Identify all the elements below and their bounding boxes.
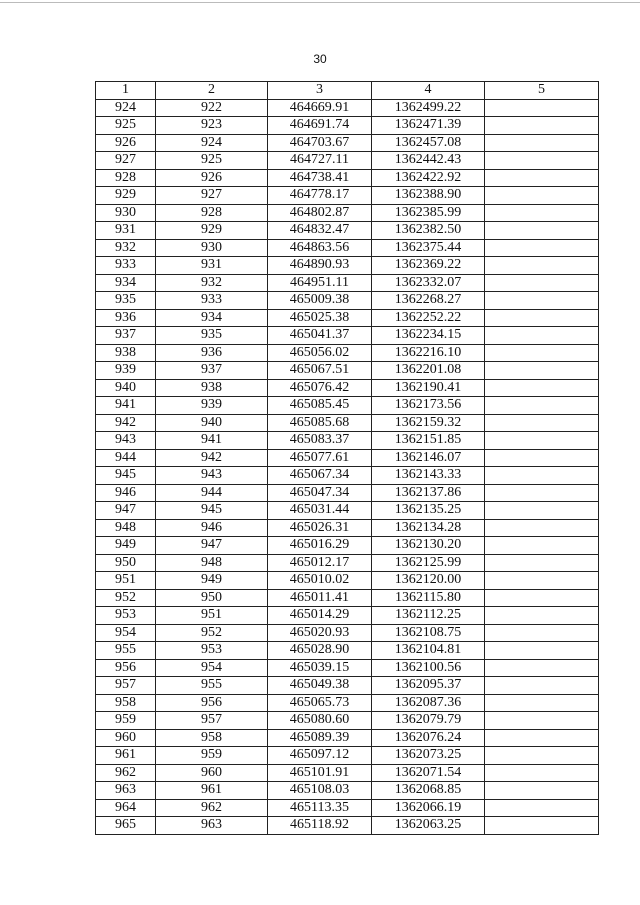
table-cell-col-3: 465108.03: [268, 782, 372, 800]
table-cell-col-2: 943: [156, 467, 268, 485]
table-cell-col-1: 954: [96, 624, 156, 642]
table-cell-col-5: [485, 204, 599, 222]
table-cell-col-5: [485, 309, 599, 327]
table-row: [96, 589, 599, 607]
table-cell-col-1: 937: [96, 327, 156, 345]
table-cell-col-3: 465011.41: [268, 589, 372, 607]
table-cell-col-5: [485, 572, 599, 590]
table-cell-col-1: 929: [96, 187, 156, 205]
table-cell-col-5: [485, 642, 599, 660]
table-cell-col-4: 1362108.75: [372, 624, 485, 642]
table-cell-col-4: 1362115.80: [372, 589, 485, 607]
table-row: [96, 152, 599, 170]
table-cell-col-4: 1362375.44: [372, 239, 485, 257]
table-cell-col-5: [485, 187, 599, 205]
table-cell-col-3: 464778.17: [268, 187, 372, 205]
table-cell-col-1: 948: [96, 519, 156, 537]
table-cell-col-2: 949: [156, 572, 268, 590]
table-cell-col-2: 954: [156, 659, 268, 677]
table-row: [96, 624, 599, 642]
table-row: [96, 519, 599, 537]
table-cell-col-3: 465031.44: [268, 502, 372, 520]
table-cell-col-1: 933: [96, 257, 156, 275]
table-cell-col-4: 1362382.50: [372, 222, 485, 240]
table-cell-col-3: 464691.74: [268, 117, 372, 135]
table-cell-col-5: [485, 799, 599, 817]
table-cell-col-5: [485, 134, 599, 152]
table-row: [96, 257, 599, 275]
table-cell-col-1: 959: [96, 712, 156, 730]
table-cell-col-1: 965: [96, 817, 156, 835]
table-cell-col-4: 1362173.56: [372, 397, 485, 415]
table-cell-col-2: 926: [156, 169, 268, 187]
table-cell-col-4: 1362063.25: [372, 817, 485, 835]
table-cell-col-4: 1362095.37: [372, 677, 485, 695]
table-cell-col-3: 464863.56: [268, 239, 372, 257]
table-cell-col-4: 1362252.22: [372, 309, 485, 327]
table-cell-col-3: 465089.39: [268, 729, 372, 747]
table-cell-col-5: [485, 327, 599, 345]
table-cell-col-3: 465080.60: [268, 712, 372, 730]
table-cell-col-2: 936: [156, 344, 268, 362]
table-row: [96, 467, 599, 485]
table-cell-col-5: [485, 729, 599, 747]
table-row: [96, 554, 599, 572]
table-cell-col-5: [485, 222, 599, 240]
table-cell-col-4: 1362388.90: [372, 187, 485, 205]
table-cell-col-1: 953: [96, 607, 156, 625]
table-cell-col-5: [485, 782, 599, 800]
table-row: [96, 659, 599, 677]
table-cell-col-3: 464738.41: [268, 169, 372, 187]
table-cell-col-3: 465010.02: [268, 572, 372, 590]
table-cell-col-5: [485, 537, 599, 555]
table-row: [96, 572, 599, 590]
table-cell-col-1: 934: [96, 274, 156, 292]
table-row: [96, 502, 599, 520]
table-cell-col-3: 464802.87: [268, 204, 372, 222]
table-cell-col-2: 957: [156, 712, 268, 730]
table-cell-col-1: 960: [96, 729, 156, 747]
table-row: [96, 292, 599, 310]
table-cell-col-1: 961: [96, 747, 156, 765]
table-cell-col-3: 465101.91: [268, 764, 372, 782]
table-cell-col-2: 953: [156, 642, 268, 660]
table-cell-col-2: 960: [156, 764, 268, 782]
table-row: [96, 607, 599, 625]
table-cell-col-3: 465016.29: [268, 537, 372, 555]
table-cell-col-1: 943: [96, 432, 156, 450]
table-row: [96, 397, 599, 415]
table-cell-col-1: 951: [96, 572, 156, 590]
table-cell-col-4: 1362159.32: [372, 414, 485, 432]
table-cell-col-5: [485, 432, 599, 450]
table-cell-col-3: 465028.90: [268, 642, 372, 660]
table-cell-col-5: [485, 152, 599, 170]
table-cell-col-4: 1362471.39: [372, 117, 485, 135]
header-row: [96, 82, 599, 100]
table-cell-col-2: 958: [156, 729, 268, 747]
table-cell-col-5: [485, 677, 599, 695]
table-cell-col-4: 1362135.25: [372, 502, 485, 520]
table-row: [96, 414, 599, 432]
table-cell-col-5: [485, 397, 599, 415]
column-header-5: 5: [485, 82, 599, 100]
table-cell-col-3: 465056.02: [268, 344, 372, 362]
table-cell-col-5: [485, 414, 599, 432]
table-cell-col-4: 1362442.43: [372, 152, 485, 170]
table-cell-col-1: 926: [96, 134, 156, 152]
table-cell-col-2: 951: [156, 607, 268, 625]
table-row: [96, 117, 599, 135]
table-cell-col-5: [485, 344, 599, 362]
table-cell-col-2: 962: [156, 799, 268, 817]
table-cell-col-5: [485, 484, 599, 502]
table-cell-col-4: 1362104.81: [372, 642, 485, 660]
table-cell-col-3: 464727.11: [268, 152, 372, 170]
table-cell-col-2: 929: [156, 222, 268, 240]
table-row: [96, 449, 599, 467]
table-cell-col-1: 946: [96, 484, 156, 502]
table-cell-col-4: 1362100.56: [372, 659, 485, 677]
table-row: [96, 222, 599, 240]
table-row: [96, 782, 599, 800]
table-cell-col-1: 947: [96, 502, 156, 520]
table-cell-col-3: 464703.67: [268, 134, 372, 152]
table-cell-col-2: 937: [156, 362, 268, 380]
table-cell-col-1: 942: [96, 414, 156, 432]
table-cell-col-1: 945: [96, 467, 156, 485]
table-cell-col-2: 931: [156, 257, 268, 275]
table-cell-col-1: 952: [96, 589, 156, 607]
table-cell-col-2: 928: [156, 204, 268, 222]
table-cell-col-5: [485, 694, 599, 712]
table-cell-col-1: 930: [96, 204, 156, 222]
column-header-4: 4: [372, 82, 485, 100]
table-cell-col-3: 465076.42: [268, 379, 372, 397]
table-cell-col-2: 924: [156, 134, 268, 152]
table-row: [96, 187, 599, 205]
table-cell-col-3: 464669.91: [268, 99, 372, 117]
table-cell-col-2: 950: [156, 589, 268, 607]
table-cell-col-4: 1362066.19: [372, 799, 485, 817]
table-cell-col-4: 1362143.33: [372, 467, 485, 485]
table-cell-col-5: [485, 607, 599, 625]
table-cell-col-4: 1362120.00: [372, 572, 485, 590]
table-cell-col-3: 465039.15: [268, 659, 372, 677]
table-cell-col-2: 938: [156, 379, 268, 397]
table-row: [96, 274, 599, 292]
table-cell-col-1: 962: [96, 764, 156, 782]
table-row: [96, 799, 599, 817]
table-cell-col-2: 942: [156, 449, 268, 467]
table-cell-col-2: 930: [156, 239, 268, 257]
table-row: [96, 712, 599, 730]
table-row: [96, 642, 599, 660]
table-cell-col-5: [485, 239, 599, 257]
column-header-2: 2: [156, 82, 268, 100]
table-cell-col-5: [485, 467, 599, 485]
table-row: [96, 764, 599, 782]
table-cell-col-2: 948: [156, 554, 268, 572]
table-cell-col-1: 939: [96, 362, 156, 380]
table-cell-col-2: 955: [156, 677, 268, 695]
table-cell-col-2: 944: [156, 484, 268, 502]
table-cell-col-5: [485, 502, 599, 520]
table-cell-col-2: 961: [156, 782, 268, 800]
table-cell-col-2: 941: [156, 432, 268, 450]
table-cell-col-3: 464832.47: [268, 222, 372, 240]
table-cell-col-4: 1362073.25: [372, 747, 485, 765]
table-row: [96, 677, 599, 695]
table-cell-col-3: 465083.37: [268, 432, 372, 450]
table-cell-col-4: 1362234.15: [372, 327, 485, 345]
table-cell-col-1: 949: [96, 537, 156, 555]
table-cell-col-1: 944: [96, 449, 156, 467]
table-cell-col-4: 1362216.10: [372, 344, 485, 362]
table-cell-col-5: [485, 274, 599, 292]
table-cell-col-4: 1362079.79: [372, 712, 485, 730]
table-row: [96, 309, 599, 327]
table-cell-col-5: [485, 554, 599, 572]
table-cell-col-5: [485, 519, 599, 537]
table-cell-col-2: 935: [156, 327, 268, 345]
table-cell-col-4: 1362151.85: [372, 432, 485, 450]
table-cell-col-3: 465026.31: [268, 519, 372, 537]
table-cell-col-4: 1362076.24: [372, 729, 485, 747]
table-cell-col-3: 465049.38: [268, 677, 372, 695]
column-header-3: 3: [268, 82, 372, 100]
table-cell-col-3: 465118.92: [268, 817, 372, 835]
table-cell-col-2: 946: [156, 519, 268, 537]
table-cell-col-5: [485, 99, 599, 117]
table-cell-col-1: 925: [96, 117, 156, 135]
table-cell-col-3: 465014.29: [268, 607, 372, 625]
table-cell-col-3: 465067.51: [268, 362, 372, 380]
table-cell-col-2: 934: [156, 309, 268, 327]
table-cell-col-2: 932: [156, 274, 268, 292]
table-cell-col-1: 936: [96, 309, 156, 327]
table-cell-col-3: 465009.38: [268, 292, 372, 310]
table-cell-col-5: [485, 117, 599, 135]
table-cell-col-1: 950: [96, 554, 156, 572]
table-row: [96, 134, 599, 152]
table-row: [96, 204, 599, 222]
table-cell-col-5: [485, 257, 599, 275]
table-cell-col-3: 465065.73: [268, 694, 372, 712]
table-cell-col-5: [485, 379, 599, 397]
table-row: [96, 344, 599, 362]
table-cell-col-1: 928: [96, 169, 156, 187]
table-cell-col-3: 465025.38: [268, 309, 372, 327]
table-cell-col-4: 1362268.27: [372, 292, 485, 310]
table-cell-col-2: 923: [156, 117, 268, 135]
table-cell-col-5: [485, 764, 599, 782]
table-cell-col-4: 1362087.36: [372, 694, 485, 712]
table-row: [96, 99, 599, 117]
table-cell-col-1: 957: [96, 677, 156, 695]
table-cell-col-4: 1362499.22: [372, 99, 485, 117]
table-cell-col-3: 464890.93: [268, 257, 372, 275]
table-cell-col-2: 945: [156, 502, 268, 520]
table-cell-col-5: [485, 817, 599, 835]
table-cell-col-3: 464951.11: [268, 274, 372, 292]
table-cell-col-5: [485, 712, 599, 730]
table-cell-col-1: 941: [96, 397, 156, 415]
table-cell-col-3: 465012.17: [268, 554, 372, 572]
table-cell-col-1: 963: [96, 782, 156, 800]
table-cell-col-2: 956: [156, 694, 268, 712]
table-cell-col-5: [485, 747, 599, 765]
table-cell-col-3: 465067.34: [268, 467, 372, 485]
table-cell-col-1: 932: [96, 239, 156, 257]
table-row: [96, 362, 599, 380]
table-cell-col-2: 947: [156, 537, 268, 555]
table-cell-col-4: 1362137.86: [372, 484, 485, 502]
table-cell-col-4: 1362422.92: [372, 169, 485, 187]
table-cell-col-2: 925: [156, 152, 268, 170]
table-cell-col-5: [485, 589, 599, 607]
table-row: [96, 379, 599, 397]
table-cell-col-2: 963: [156, 817, 268, 835]
table-cell-col-1: 940: [96, 379, 156, 397]
table-row: [96, 747, 599, 765]
table-cell-col-4: 1362134.28: [372, 519, 485, 537]
table-cell-col-3: 465097.12: [268, 747, 372, 765]
table-body: [96, 99, 599, 834]
table-cell-col-5: [485, 659, 599, 677]
table-cell-col-1: 964: [96, 799, 156, 817]
table-cell-col-3: 465020.93: [268, 624, 372, 642]
table-row: [96, 817, 599, 835]
table-cell-col-5: [485, 449, 599, 467]
table-cell-col-4: 1362332.07: [372, 274, 485, 292]
column-header-1: 1: [96, 82, 156, 100]
table-cell-col-3: 465085.68: [268, 414, 372, 432]
table-cell-col-4: 1362068.85: [372, 782, 485, 800]
table-cell-col-1: 958: [96, 694, 156, 712]
top-edge-rule: [0, 2, 640, 3]
table-row: [96, 239, 599, 257]
table-row: [96, 537, 599, 555]
table-row: [96, 432, 599, 450]
table-cell-col-1: 931: [96, 222, 156, 240]
table-header: [96, 82, 599, 100]
table-cell-col-2: 922: [156, 99, 268, 117]
page-number: 30: [313, 52, 327, 66]
table-cell-col-2: 959: [156, 747, 268, 765]
table-cell-col-4: 1362385.99: [372, 204, 485, 222]
table-cell-col-4: 1362146.07: [372, 449, 485, 467]
table-cell-col-4: 1362130.20: [372, 537, 485, 555]
table-cell-col-4: 1362112.25: [372, 607, 485, 625]
table-row: [96, 327, 599, 345]
table-row: [96, 694, 599, 712]
table-row: [96, 484, 599, 502]
table-cell-col-1: 955: [96, 642, 156, 660]
table-cell-col-5: [485, 362, 599, 380]
table-cell-col-3: 465113.35: [268, 799, 372, 817]
table-cell-col-4: 1362369.22: [372, 257, 485, 275]
table-cell-col-4: 1362457.08: [372, 134, 485, 152]
table-row: [96, 729, 599, 747]
table-cell-col-2: 939: [156, 397, 268, 415]
table-cell-col-2: 933: [156, 292, 268, 310]
table-cell-col-3: 465041.37: [268, 327, 372, 345]
table-cell-col-4: 1362125.99: [372, 554, 485, 572]
table-cell-col-4: 1362071.54: [372, 764, 485, 782]
table-cell-col-4: 1362190.41: [372, 379, 485, 397]
table-cell-col-5: [485, 292, 599, 310]
table-cell-col-2: 952: [156, 624, 268, 642]
table-cell-col-4: 1362201.08: [372, 362, 485, 380]
coordinates-table: [95, 81, 599, 835]
table-row: [96, 169, 599, 187]
table-cell-col-3: 465085.45: [268, 397, 372, 415]
table-cell-col-1: 924: [96, 99, 156, 117]
table-cell-col-1: 927: [96, 152, 156, 170]
table-cell-col-2: 927: [156, 187, 268, 205]
table-cell-col-5: [485, 624, 599, 642]
table-cell-col-3: 465047.34: [268, 484, 372, 502]
table-cell-col-3: 465077.61: [268, 449, 372, 467]
table-cell-col-1: 938: [96, 344, 156, 362]
table-cell-col-2: 940: [156, 414, 268, 432]
table-cell-col-5: [485, 169, 599, 187]
table-cell-col-1: 956: [96, 659, 156, 677]
table-cell-col-1: 935: [96, 292, 156, 310]
